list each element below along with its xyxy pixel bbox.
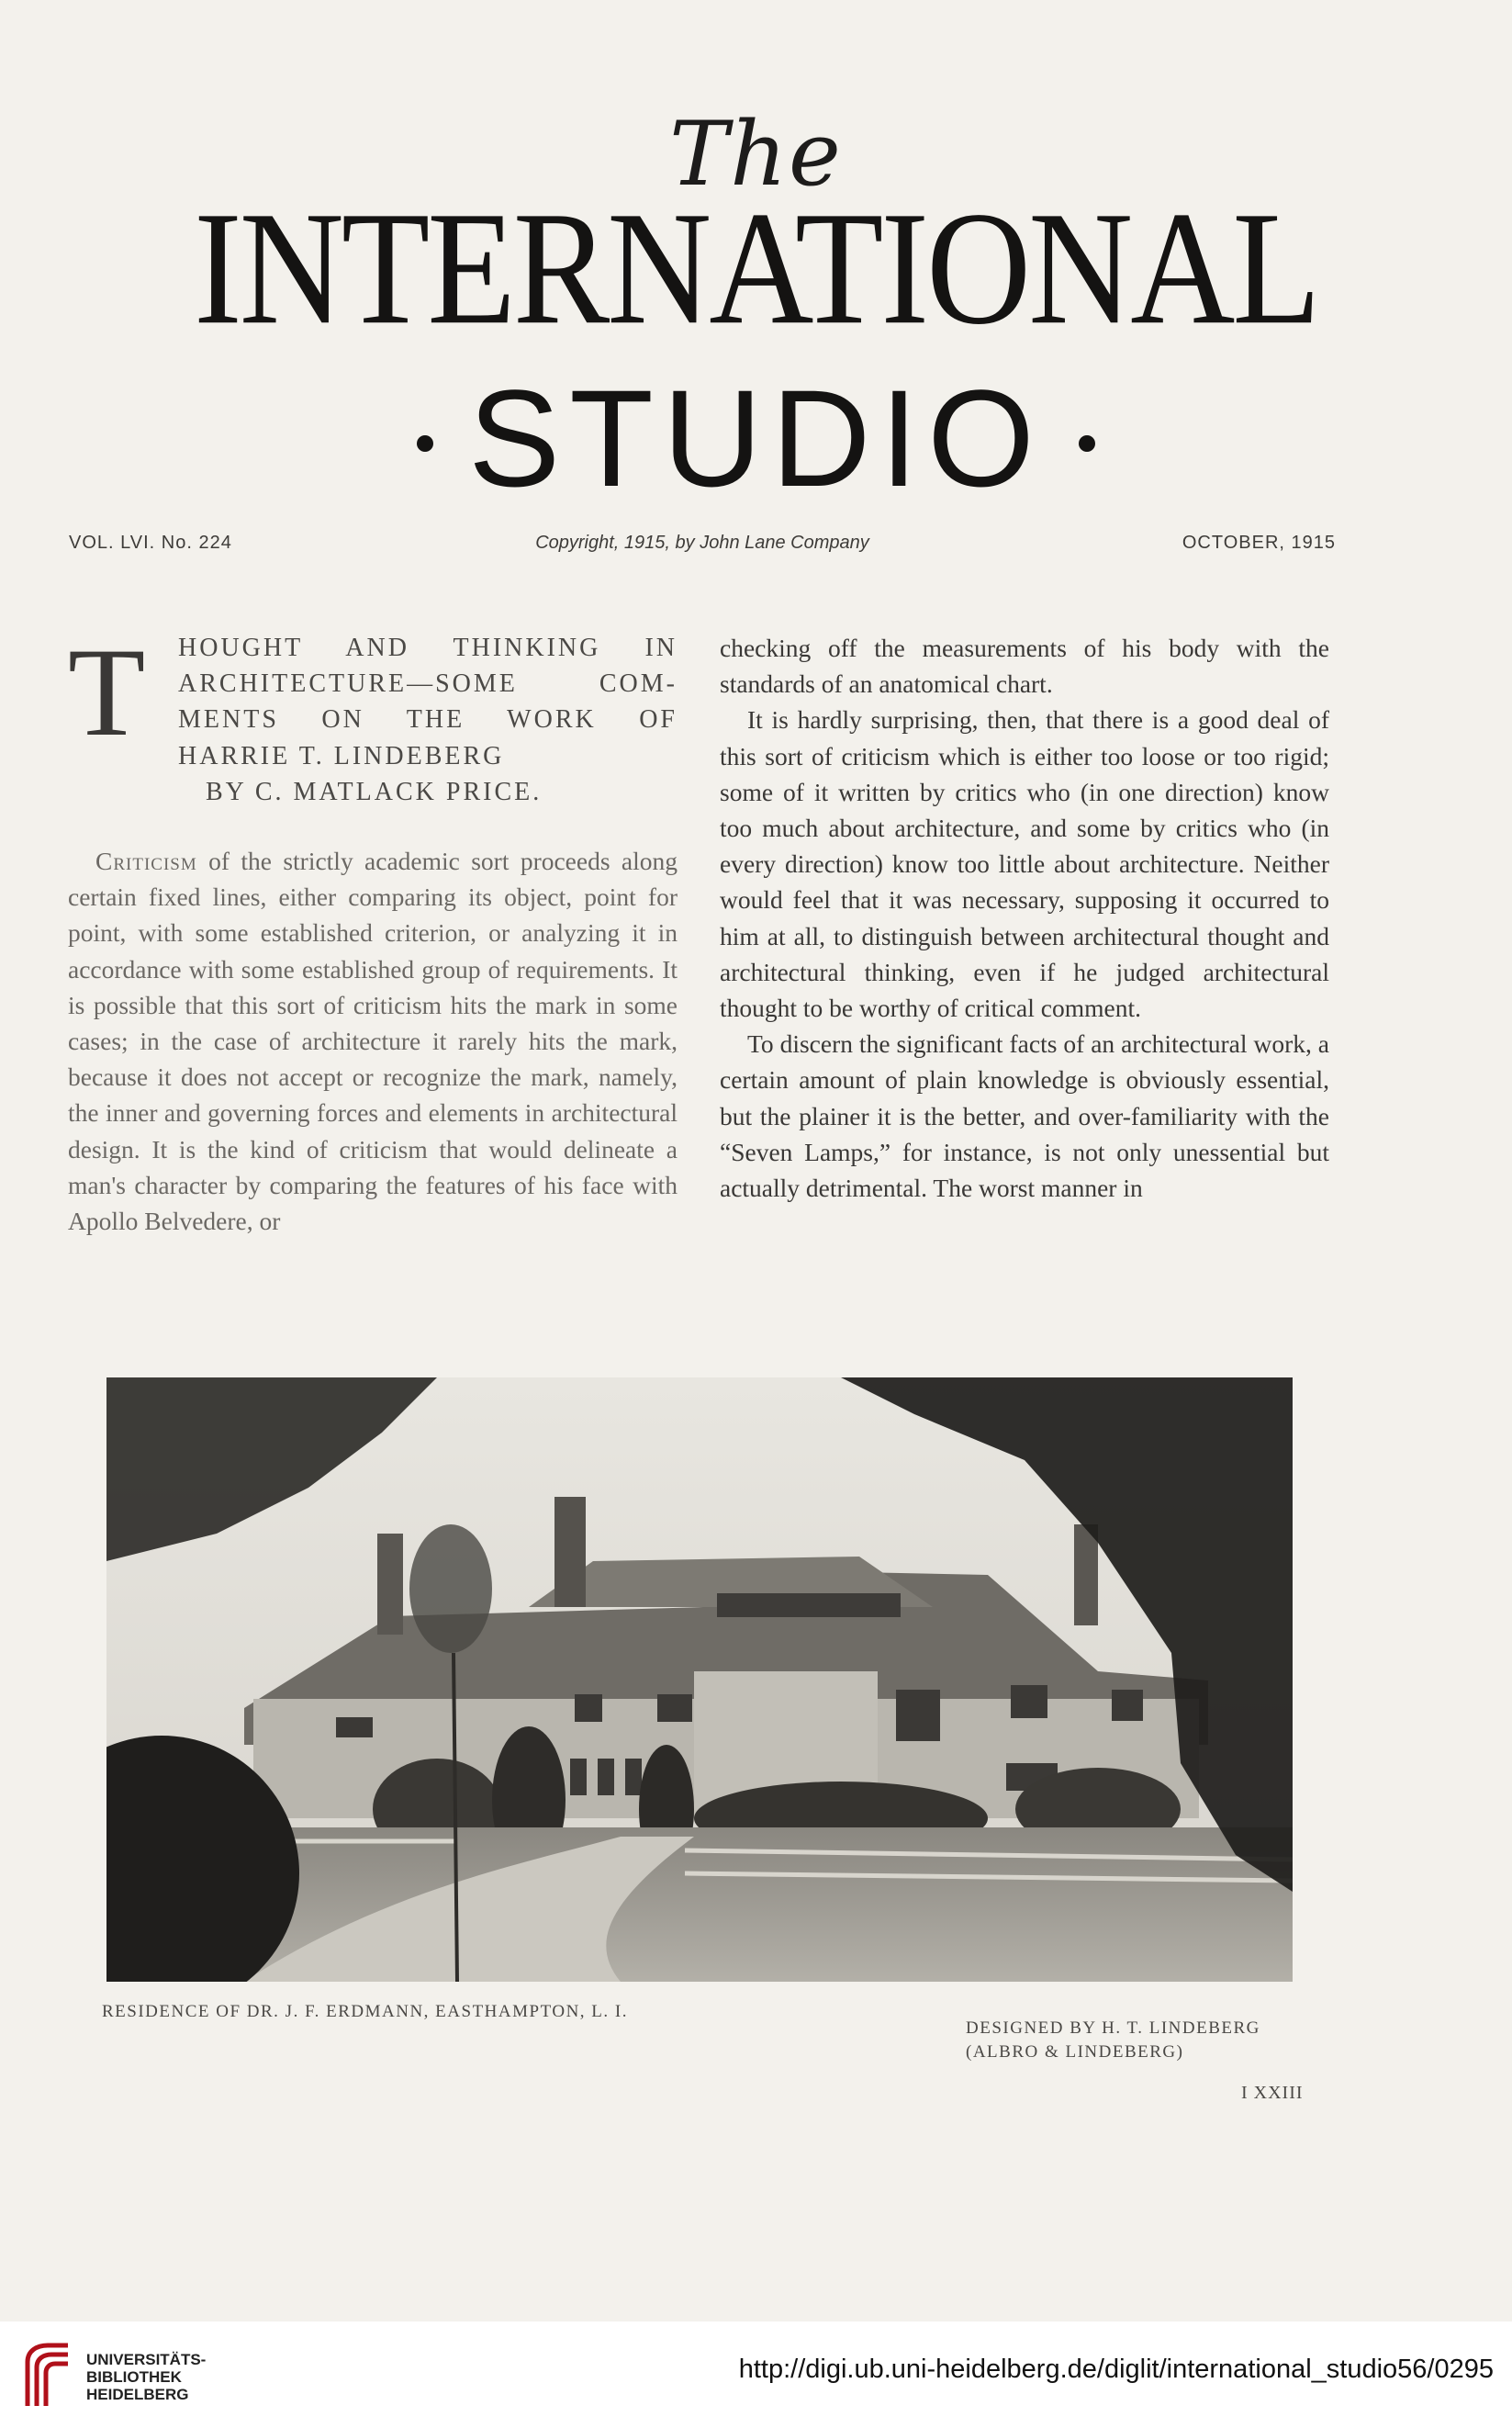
paragraph (68, 843, 678, 1239)
paragraph: checking off the measurements of his body with the standards of an anatomical chart. (720, 634, 1329, 699)
institution-name (86, 2351, 206, 2403)
house-photograph (106, 1377, 1293, 1982)
title-line: HOUGHT AND THINKING IN (178, 634, 678, 662)
photograph-image (106, 1377, 1293, 1982)
title-line: HARRIE T. LINDEBERG (178, 741, 505, 770)
institution-line: HEIDELBERG (86, 2386, 189, 2403)
masthead-dot-right (1079, 435, 1095, 452)
lead-word: Criticism (95, 847, 197, 875)
masthead-the: The (669, 103, 843, 206)
title-line: MENTS ON THE WORK OF (178, 705, 678, 735)
right-column (720, 630, 1329, 1206)
caption-right (966, 2017, 1260, 2064)
byline: BY C. MATLACK PRICE. (206, 777, 543, 806)
institution-line: UNIVERSITÄTS- (86, 2351, 207, 2368)
paragraph: To discern the significant facts of an architectural work, a certain amount of plain knowledge is obviously essential, but the plainer it is the better, and over-familiarity with the “Seven Lamps,” for instance, is not only unessential but actually detrimental. The worst manner in (720, 1029, 1329, 1203)
caption-left: RESIDENCE OF DR. J. F. ERDMANN, EASTHAMPTON, L. I. (102, 2002, 628, 2021)
masthead-studio (0, 360, 1512, 516)
source-url[interactable]: http://digi.ub.uni-heidelberg.de/diglit/international_studio56/0295 (738, 2355, 1494, 2384)
volume-number: VOL. LVI. No. 224 (69, 533, 232, 553)
institution-line: BIBLIOTHEK (86, 2368, 182, 2386)
issue-date: OCTOBER, 1915 (1182, 533, 1336, 553)
page-folio: I XXIII (1241, 2083, 1304, 2103)
caption-designer: DESIGNED BY H. T. LINDEBERG (966, 2018, 1260, 2038)
title-lines (178, 630, 678, 810)
copyright-notice: Copyright, 1915, by John Lane Company (535, 533, 869, 553)
caption-firm: (ALBRO & LINDEBERG) (966, 2042, 1184, 2062)
paragraph-text: of the strictly academic sort proceeds along certain fixed lines, either comparing its object, point for point, with some established criterion, or analyzing it in accordance with some established group of requirements. It is possible that this sort of criticism hits the mark in some cases; in the case of architecture it rarely hits the mark, because it does not accept or recognize the mark, namely, the inner and governing forces and elements in architectural design. It is the kind of criticism that would delineate a man's character by comparing the features of his face with Apollo Belvedere, or (68, 847, 678, 1236)
masthead-studio-text: STUDIO (468, 361, 1044, 515)
library-logo-icon (20, 2342, 75, 2410)
article-title (68, 622, 678, 810)
issue-line (69, 533, 1336, 560)
title-line: ARCHITECTURE—SOME COM- (178, 669, 678, 699)
paragraph: It is hardly surprising, then, that there is a good deal of this sort of criticism which is either too loose or too rigid; some of it written by critics who (in one direction) know too much about architecture, and some by critics who (in every direction) know too little about architecture. Neither would feel that it was necessary, supposing it occurred to him at all, to distinguish between architectural thought and architectural thinking, even if he judged architectural thought to be worthy of critical comment. (720, 705, 1329, 1023)
library-footer (0, 2321, 1512, 2428)
drop-cap: T (68, 622, 146, 762)
left-column (68, 622, 678, 1239)
masthead-international: INTERNATIONAL (194, 178, 1318, 359)
masthead-dot-left (417, 435, 433, 452)
